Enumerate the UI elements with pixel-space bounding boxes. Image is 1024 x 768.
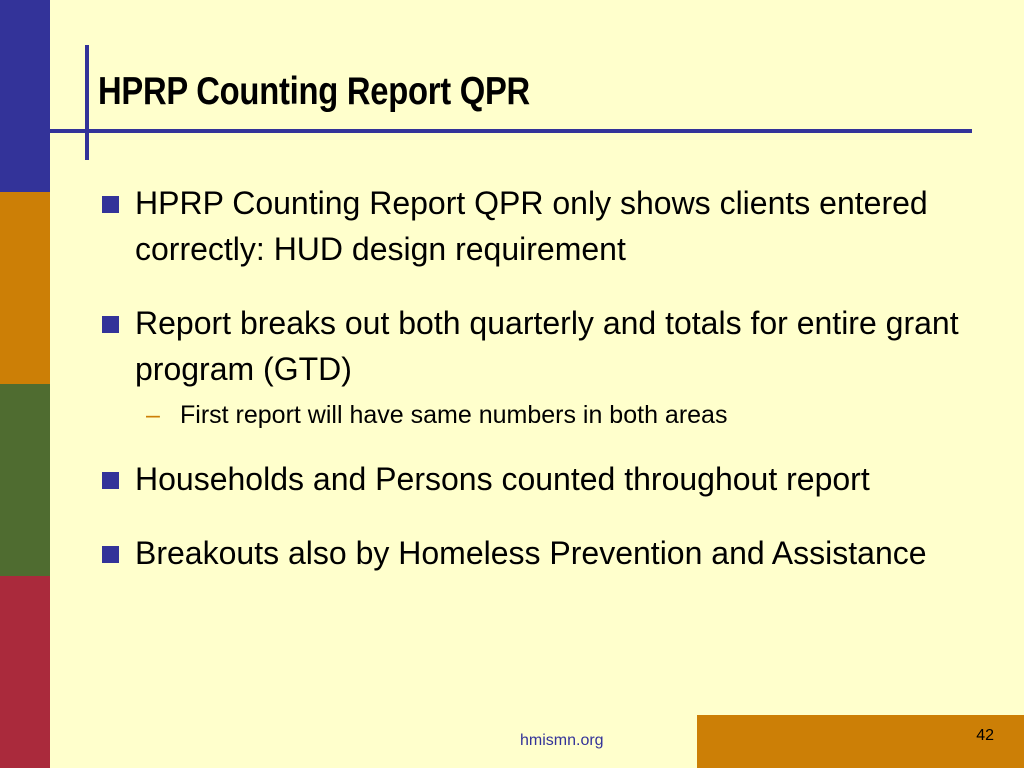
square-bullet-icon xyxy=(102,196,119,213)
left-stripe-green xyxy=(0,384,50,576)
left-stripe-red xyxy=(0,576,50,768)
title-horizontal-rule xyxy=(50,129,972,133)
page-number: 42 xyxy=(976,727,994,744)
title-vertical-rule xyxy=(85,45,89,160)
left-stripe-orange xyxy=(0,192,50,384)
bullet-item xyxy=(100,456,980,502)
bullet-text: Households and Persons counted throughout report xyxy=(135,461,870,497)
bullet-item xyxy=(100,300,980,392)
dash-bullet-icon: – xyxy=(146,401,160,429)
bullet-item xyxy=(100,180,980,272)
footer-accent-box xyxy=(697,715,1024,768)
square-bullet-icon xyxy=(102,472,119,489)
square-bullet-icon xyxy=(102,546,119,563)
bullet-list xyxy=(100,180,980,604)
bullet-text: Breakouts also by Homeless Prevention and Assistance xyxy=(135,535,927,571)
bullet-text: HPRP Counting Report QPR only shows clients entered correctly: HUD design requirement xyxy=(135,185,928,267)
left-stripe-blue xyxy=(0,0,50,192)
footer-website: hmismn.org xyxy=(520,732,604,749)
bullet-item xyxy=(100,530,980,576)
bullet-text: Report breaks out both quarterly and totals for entire grant program (GTD) xyxy=(135,305,959,387)
sub-bullet-item xyxy=(100,400,980,430)
square-bullet-icon xyxy=(102,316,119,333)
slide-title: HPRP Counting Report QPR xyxy=(98,70,530,113)
sub-bullet-text: First report will have same numbers in both areas xyxy=(180,401,728,429)
